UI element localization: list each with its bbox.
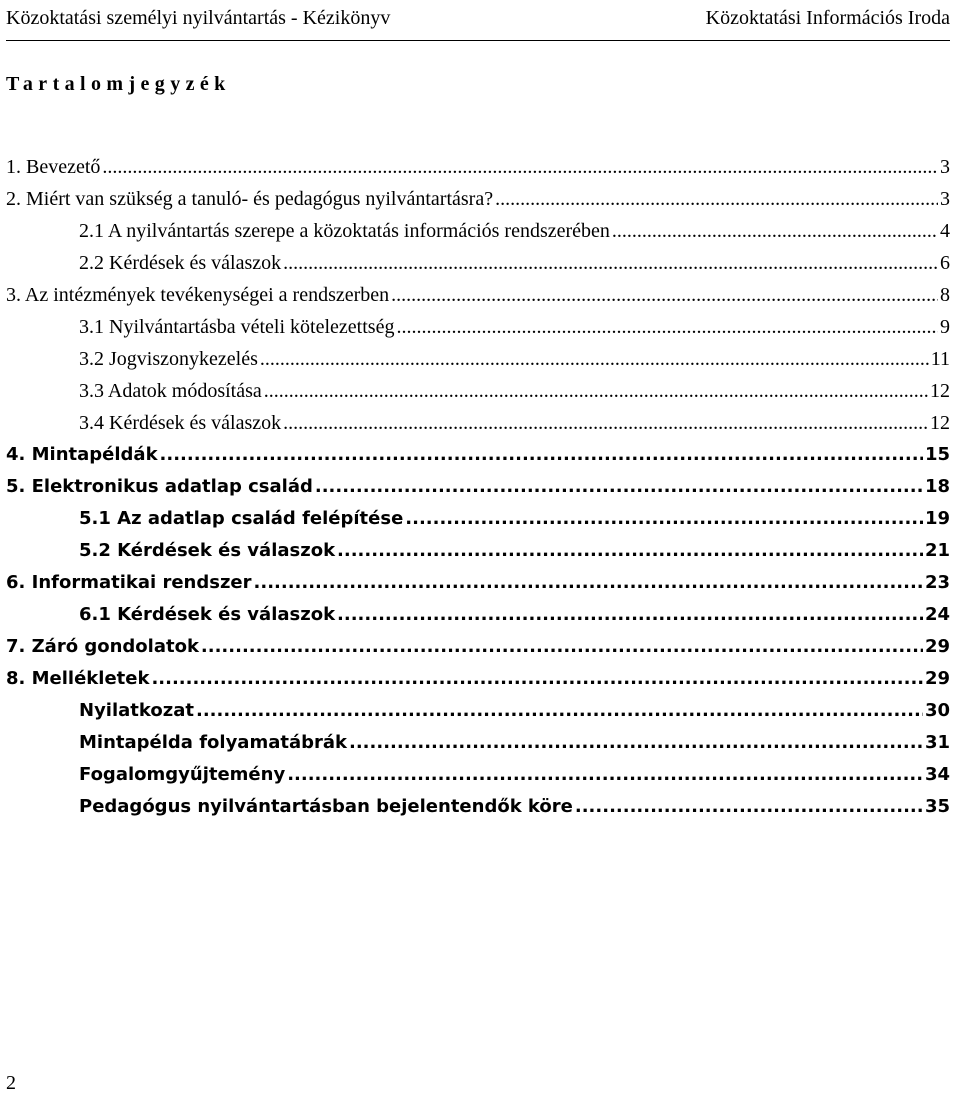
toc-entry[interactable] [0, 407, 960, 439]
toc-entry-label: Nyilatkozat [79, 700, 194, 721]
toc-entry-page: 35 [924, 796, 950, 817]
toc-entry[interactable] [0, 695, 960, 727]
toc-entry-leader [337, 535, 923, 567]
toc-entry-leader [160, 439, 923, 471]
document-title: Közoktatási személyi nyilvántartás - Kézikönyv [6, 7, 391, 29]
toc-entry[interactable] [0, 311, 960, 343]
toc-entry-page: 4 [940, 220, 950, 242]
toc-entry[interactable] [0, 375, 960, 407]
toc-entry-label: 6. Informatikai rendszer [6, 572, 252, 593]
toc-entry[interactable] [0, 503, 960, 535]
toc-entry[interactable] [0, 599, 960, 631]
page-number: 2 [6, 1072, 16, 1094]
toc-entry-label: 2.2 Kérdések és válaszok [79, 252, 282, 274]
toc-entry-page: 19 [924, 508, 950, 529]
toc-entry[interactable] [0, 663, 960, 695]
toc-entry-label: 4. Mintapéldák [6, 444, 158, 465]
toc-entry-label: Pedagógus nyilvántartásban bejelentendők köre [79, 796, 573, 817]
toc-entry-page: 15 [924, 444, 950, 465]
toc-heading: Tartalomjegyzék [6, 73, 231, 95]
toc-entry-leader [264, 375, 928, 407]
toc-entry-label: 7. Záró gondolatok [6, 636, 199, 657]
toc-entry[interactable] [0, 151, 960, 183]
toc-entry-leader [201, 631, 923, 663]
toc-entry-label: 5.1 Az adatlap család felépítése [79, 508, 404, 529]
toc-entry-leader [102, 151, 938, 183]
toc-entry-label: 3.2 Jogviszonykezelés [79, 348, 258, 370]
toc-entry-leader [396, 311, 938, 343]
toc-entry-page: 31 [924, 732, 950, 753]
toc-entry-leader [349, 727, 923, 759]
toc-entry-page: 3 [940, 188, 950, 210]
toc-entry-page: 29 [924, 636, 950, 657]
toc-entry-leader [151, 663, 923, 695]
toc-entry-label: Mintapélda folyamatábrák [79, 732, 347, 753]
toc-entry-leader [196, 695, 923, 727]
toc-entry[interactable] [0, 631, 960, 663]
toc-entry[interactable] [0, 183, 960, 215]
toc-entry-page: 8 [940, 284, 950, 306]
toc-entry-label: 3.4 Kérdések és válaszok [79, 412, 282, 434]
toc-entry-leader [287, 759, 923, 791]
toc-entry-label: 5. Elektronikus adatlap család [6, 476, 313, 497]
toc-entry-label: 2. Miért van szükség a tanuló- és pedagógus nyilvántartásra? [6, 188, 494, 210]
toc-entry[interactable] [0, 279, 960, 311]
toc-entry-label: 3.3 Adatok módosítása [79, 380, 262, 402]
toc-entry-label: 8. Mellékletek [6, 668, 150, 689]
toc-entry-label: 6.1 Kérdések és válaszok [79, 604, 336, 625]
toc-entry-page: 12 [930, 412, 950, 434]
page-header [6, 4, 950, 32]
toc-entry-leader [315, 471, 923, 503]
toc-entry-leader [254, 567, 923, 599]
toc-entry-label: 1. Bevezető [6, 156, 101, 178]
toc-entry-leader [405, 503, 923, 535]
toc-entry-label: 5.2 Kérdések és válaszok [79, 540, 336, 561]
toc-entry-label: 3. Az intézmények tevékenységei a rendszerben [6, 284, 390, 306]
toc-entry-leader [283, 247, 938, 279]
toc-entry-leader [612, 215, 938, 247]
toc-entry-label: Fogalomgyűjtemény [79, 764, 286, 785]
toc-entry-page: 12 [930, 380, 950, 402]
toc-entry[interactable] [0, 343, 960, 375]
toc-entry-page: 18 [924, 476, 950, 497]
toc-entry-leader [391, 279, 938, 311]
toc-entry-page: 21 [924, 540, 950, 561]
toc-entry-leader [575, 791, 923, 823]
toc-entry-page: 30 [924, 700, 950, 721]
toc-entry[interactable] [0, 567, 960, 599]
toc-entry-page: 3 [940, 156, 950, 178]
toc-entry-page: 24 [924, 604, 950, 625]
toc-entry-page: 29 [924, 668, 950, 689]
toc-entry-page: 23 [924, 572, 950, 593]
toc-entry[interactable] [0, 247, 960, 279]
toc-entry-leader [260, 343, 929, 375]
toc-entry-page: 11 [930, 348, 950, 370]
toc-entry-leader [495, 183, 938, 215]
table-of-contents [0, 151, 960, 823]
toc-entry-page: 6 [940, 252, 950, 274]
toc-entry[interactable] [0, 759, 960, 791]
toc-entry[interactable] [0, 439, 960, 471]
toc-entry-label: 2.1 A nyilvántartás szerepe a közoktatás információs rendszerében [79, 220, 610, 242]
organization-name: Közoktatási Információs Iroda [705, 7, 950, 29]
toc-entry[interactable] [0, 727, 960, 759]
toc-entry-leader [337, 599, 923, 631]
header-divider [6, 40, 950, 41]
toc-entry-page: 34 [924, 764, 950, 785]
toc-entry[interactable] [0, 471, 960, 503]
toc-entry[interactable] [0, 535, 960, 567]
toc-entry-label: 3.1 Nyilvántartásba vételi kötelezettség [79, 316, 395, 338]
toc-entry[interactable] [0, 215, 960, 247]
toc-entry-page: 9 [940, 316, 950, 338]
toc-entry-leader [283, 407, 928, 439]
toc-entry[interactable] [0, 791, 960, 823]
